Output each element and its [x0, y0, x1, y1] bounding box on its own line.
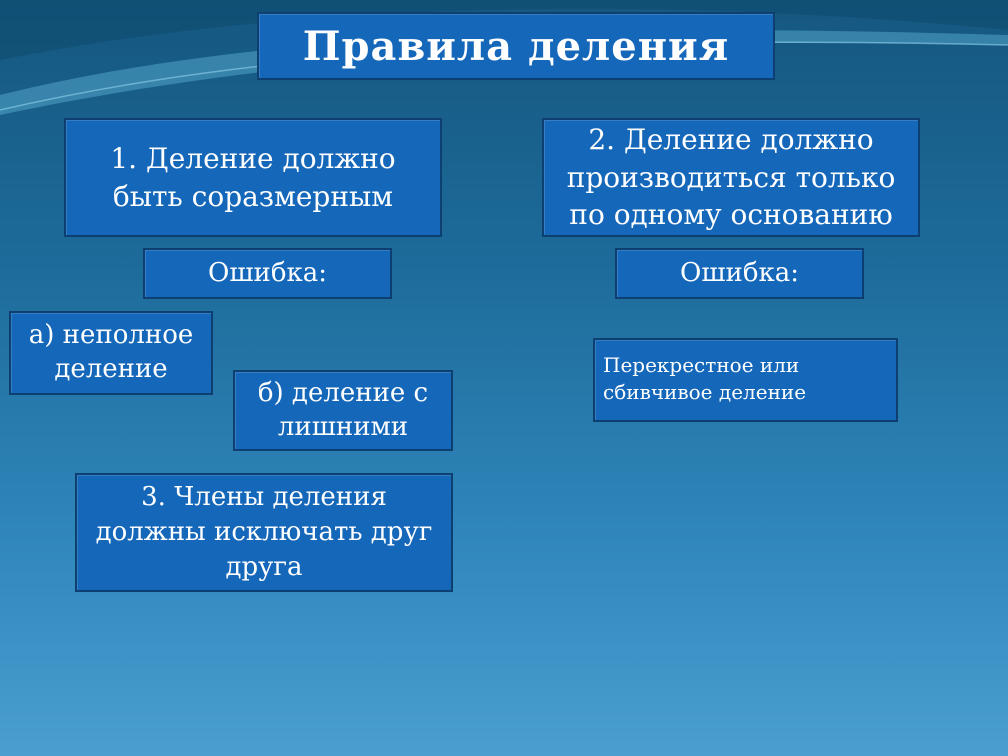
error-label-right: Ошибка:: [615, 248, 864, 299]
error-a-box: а) неполное деление: [9, 311, 213, 395]
error-b-box: б) деление с лишними: [233, 370, 453, 451]
slide-title: Правила деления: [257, 12, 775, 80]
error-label-left: Ошибка:: [143, 248, 392, 299]
rule-3-box: 3. Члены деления должны исключать друг друга: [75, 473, 453, 592]
error-cross-box: Перекрестное или сбивчивое деление: [593, 338, 898, 422]
rule-1-box: 1. Деление должно быть соразмерным: [64, 118, 442, 237]
rule-2-box: 2. Деление должно производиться только по одному основанию: [542, 118, 920, 237]
